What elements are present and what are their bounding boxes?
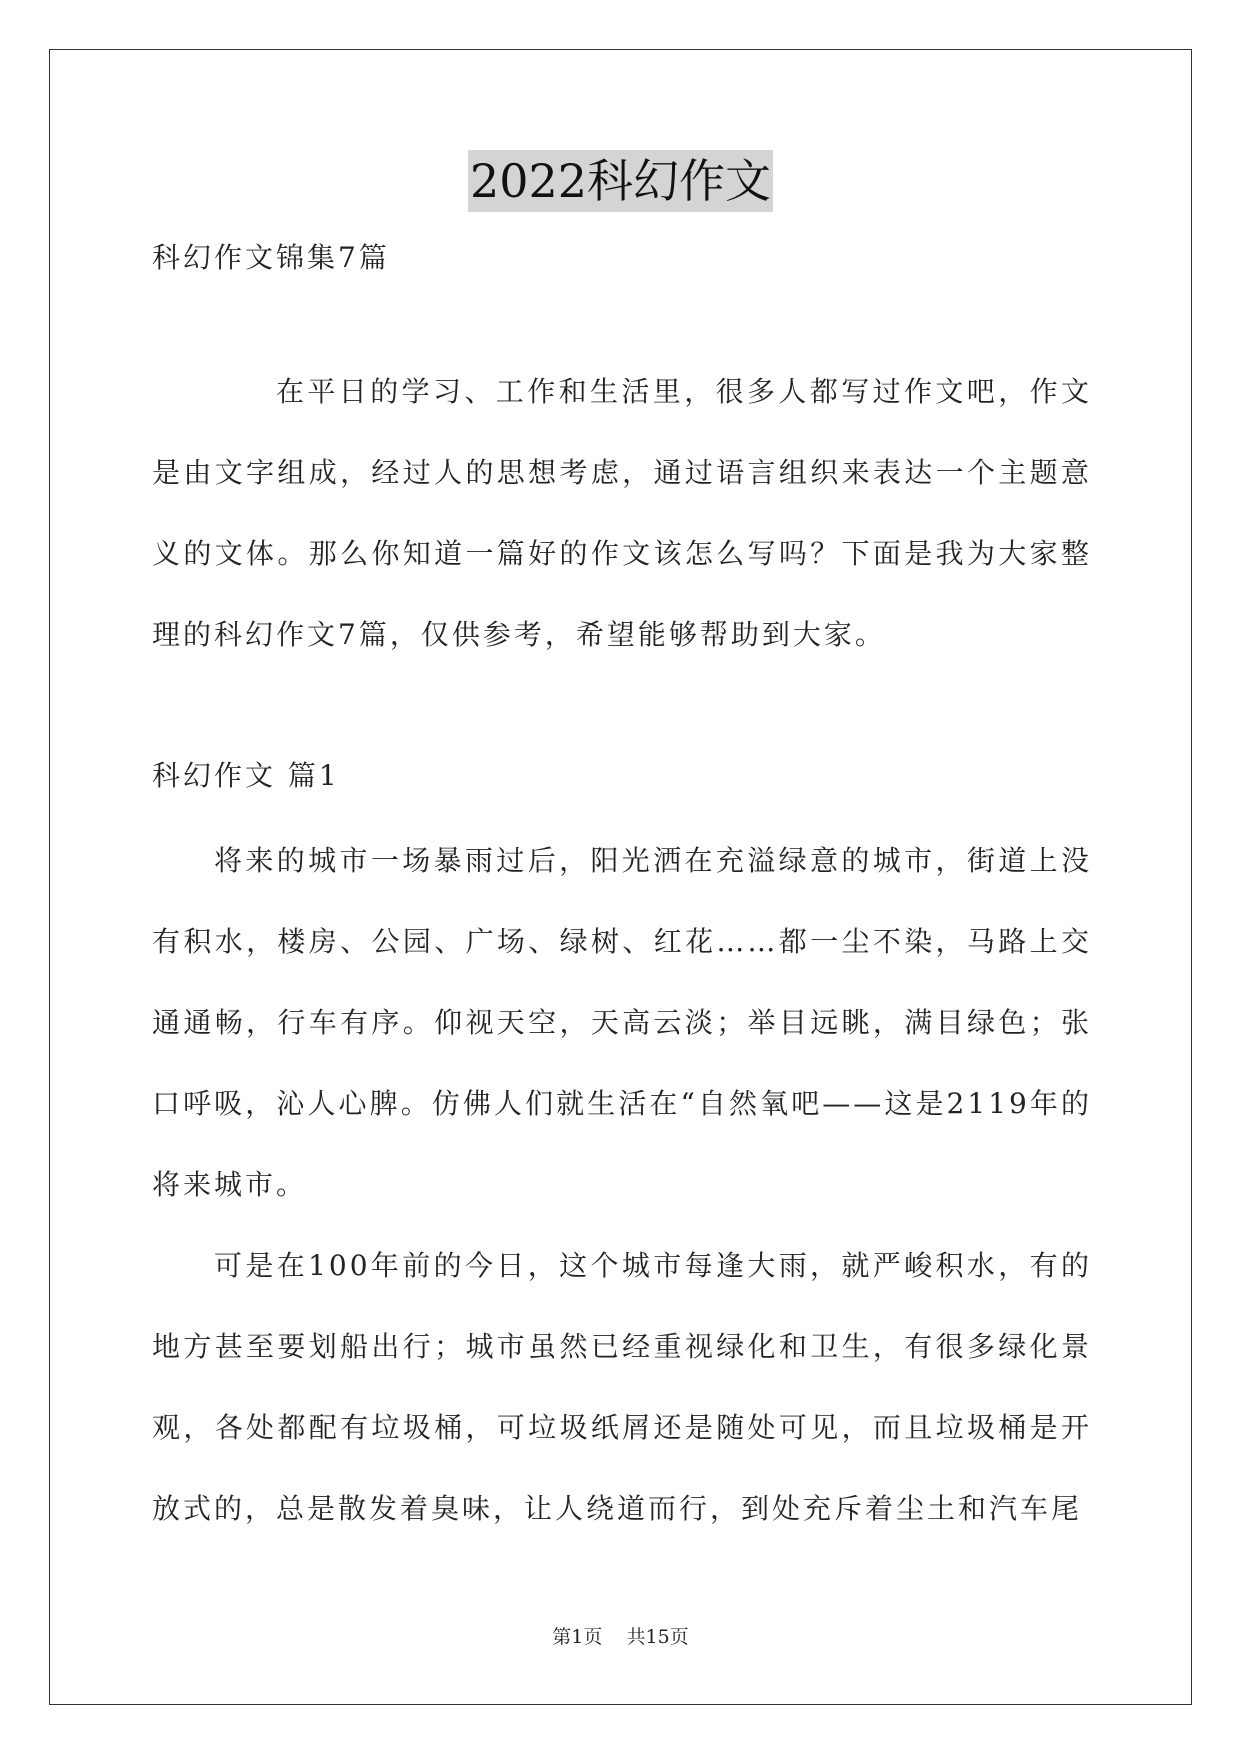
title-container [0, 150, 1241, 212]
section-body [152, 820, 1092, 1549]
page-total: 共15页 [626, 1626, 689, 1648]
intro-paragraph: 在平日的学习、工作和生活里，很多人都写过作文吧，作文是由文字组成，经过人的思想考虑，通过语言组织来表达一个主题意义的文体。那么你知道一篇好的作文该怎么写吗？下面是我为大家整理的科幻作文7篇，仅供参考，希望能够帮助到大家。 [152, 375, 1092, 651]
document-subtitle: 科幻作文锦集7篇 [152, 241, 390, 274]
body-paragraph: 可是在100年前的今日，这个城市每逢大雨，就严峻积水，有的地方甚至要划船出行；城市虽然已经重视绿化和卫生，有很多绿化景观，各处都配有垃圾桶，可垃圾纸屑还是随处可见，而且垃圾桶是开放式的，总是散发着臭味，让人绕道而行，到处充斥着尘土和汽车尾 [152, 1249, 1092, 1525]
page-number: 第1页 [552, 1626, 603, 1648]
document-title: 2022科幻作文 [468, 150, 773, 212]
page-footer [0, 1622, 1241, 1649]
section-heading: 科幻作文 篇1 [152, 759, 340, 792]
body-paragraph: 将来的城市一场暴雨过后，阳光洒在充溢绿意的城市，街道上没有积水，楼房、公园、广场、绿树、红花……都一尘不染，马路上交通通畅，行车有序。仰视天空，天高云淡；举目远眺，满目绿色；张口呼吸，沁人心脾。仿佛人们就生活在“自然氧吧——这是2119年的将来城市。 [152, 844, 1092, 1201]
